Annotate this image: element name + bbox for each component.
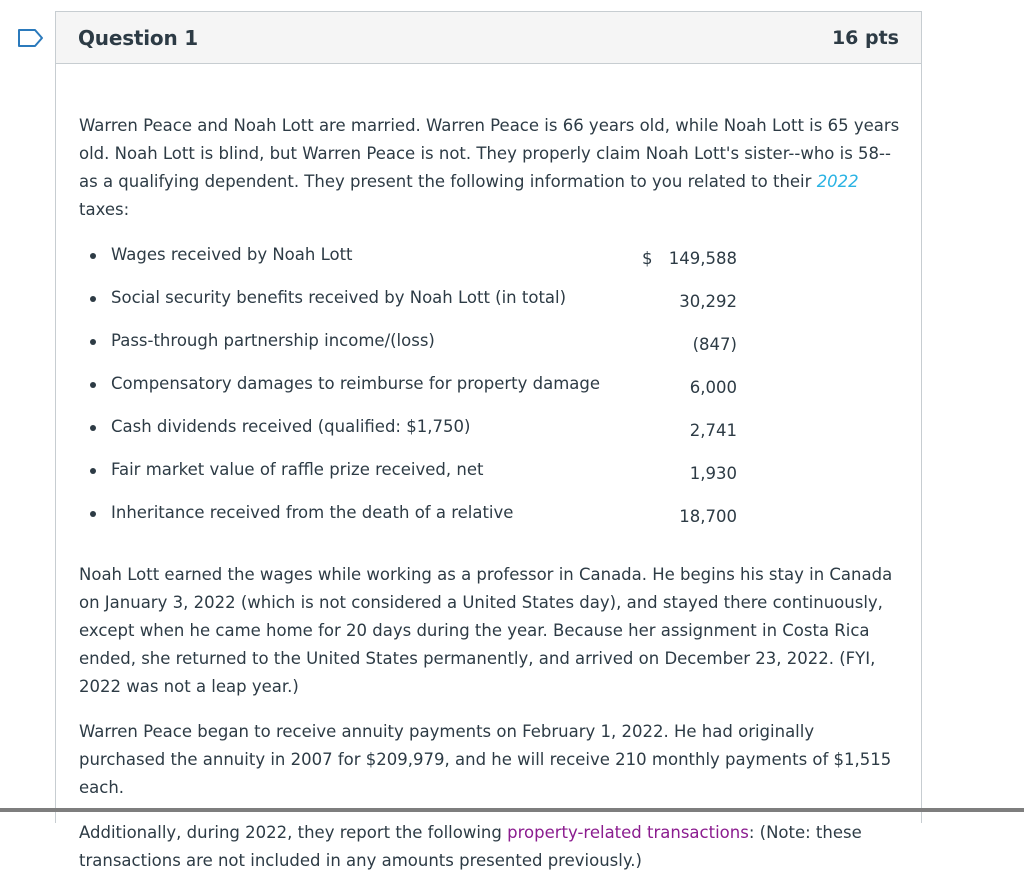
currency-symbol: $: [642, 249, 653, 268]
travel-paragraph: Noah Lott earned the wages while working as a professor in Canada. He begins his stay in Canada on January 3, 2022 (which is not considered a United States day), and stayed there continuously, except when he came home for 20 days during the year. Because her assignment in Costa Rica ended, she returned to the United States permanently, and arrived on December 23, 2022. (FYI, 2022 was not a leap year.): [79, 565, 893, 696]
list-item: [79, 370, 901, 413]
intro-text: Warren Peace and Noah Lott are married. Warren Peace is 66 years old, while Noah Lott is 65 years old. Noah Lott is blind, but Warren Peace is not. They properly claim Noah Lott's sister--who is 58--as a qualifying dependent. They present the following information to you related to their: [79, 116, 900, 191]
list-item: [79, 499, 901, 542]
tax-year-highlight: 2022: [816, 172, 859, 191]
question-title: Question 1: [78, 25, 198, 50]
flag-question-icon[interactable]: [17, 28, 45, 48]
item-amount: 30,292: [679, 292, 737, 311]
property-text: Additionally, during 2022, they report the following: [79, 823, 508, 842]
intro-paragraph: [79, 112, 901, 224]
property-paragraph: [79, 819, 901, 875]
property-text-end: : (Note: these transactions are not included in any amounts presented previously.): [79, 823, 862, 870]
list-item: [79, 241, 901, 284]
list-item: [79, 327, 901, 370]
question-text: [56, 64, 921, 875]
list-item: [79, 284, 901, 327]
income-items-list: [79, 241, 901, 542]
item-label: Fair market value of raffle prize received, net: [111, 460, 484, 479]
annuity-paragraph: Warren Peace began to receive annuity payments on February 1, 2022. He had originally purchased the annuity in 2007 for $209,979, and he will receive 210 monthly payments of $1,515 each.: [79, 722, 892, 797]
item-label: Compensatory damages to reimburse for property damage: [111, 374, 601, 393]
question-header: [56, 12, 921, 64]
item-label: Social security benefits received by Noah Lott (in total): [111, 288, 567, 307]
list-item: [79, 456, 901, 499]
question-card: [55, 11, 922, 870]
bottom-divider: [0, 808, 1024, 812]
item-amount: [639, 245, 737, 273]
list-item: [79, 413, 901, 456]
item-amount: 18,700: [679, 507, 737, 526]
item-amount: 2,741: [689, 421, 737, 440]
item-amount: (847): [692, 335, 737, 354]
item-amount-value: 149,588: [668, 249, 737, 268]
item-label: Inheritance received from the death of a relative: [111, 503, 514, 522]
intro-text-end: taxes:: [79, 200, 130, 219]
item-label: Wages received by Noah Lott: [111, 245, 353, 264]
item-label: Cash dividends received (qualified: $1,750): [111, 417, 471, 436]
item-amount: 1,930: [689, 464, 737, 483]
item-label: Pass-through partnership income/(loss): [111, 331, 435, 350]
property-transactions-link[interactable]: property-related transactions: [507, 823, 749, 842]
question-points: 16 pts: [831, 26, 899, 49]
item-amount: 6,000: [689, 378, 737, 397]
